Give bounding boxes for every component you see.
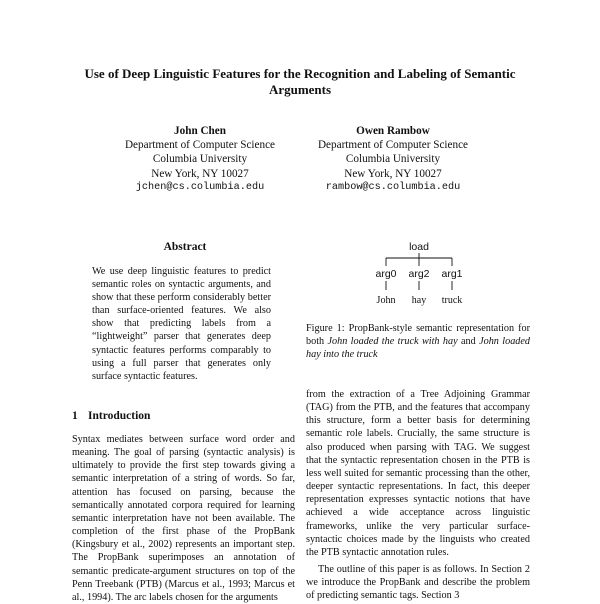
- author-dept: Department of Computer Science: [124, 139, 276, 152]
- author-name: John Chen: [174, 125, 226, 137]
- tree-leaf: John: [376, 295, 396, 306]
- abstract-heading: Abstract: [163, 241, 207, 253]
- author-univ: Columbia University: [152, 153, 248, 166]
- figure-caption: [306, 322, 530, 361]
- abstract-text: We use deep linguistic features to predict semantic roles on syntactic arguments, and show that these perform considerably better than surface-oriented features. We also show that predicting labels from a “lightweight” parser that generates deep syntactic features performs comparably to using a full parser that generates only surface syntactic features.: [92, 266, 271, 382]
- tree-arg: arg1: [441, 268, 463, 280]
- tree-arg: arg2: [408, 268, 430, 280]
- author-city: New York, NY 10027: [344, 167, 442, 180]
- paper-title: Use of Deep Linguistic Features for the Recognition and Labeling of Semantic Arguments: [84, 66, 516, 97]
- right-column: [306, 388, 530, 603]
- paragraph: from the extraction of a Tree Adjoining Grammar (TAG) from the PTB, and the features that accompany this structure, form a better basis for determining semantic role labels. Crucially, the same structure is also produced when parsing with TAG. We suggest that the syntactic representation chosen in the PTB is less well suited for semantic processing than the other, deeper syntactic representations. In fact, this deeper representation expresses syntactic notions that have achieved a wide acceptance across linguistic frameworks, unlike the very particular surface-syntactic choices made by the linguists who created the PTB syntactic annotation rules.: [306, 389, 530, 558]
- caption-and: and: [457, 336, 480, 348]
- section-title: Introduction: [88, 410, 151, 422]
- author-univ: Columbia University: [345, 153, 441, 166]
- tree-leaf: hay: [411, 295, 427, 306]
- author-1: [100, 124, 300, 195]
- intro-text: Syntax mediates between surface word order and meaning. The goal of parsing (syntactic analysis) is ultimately to provide the first step towards giving a semantic interpretation of a string of words. So far, attention has focused on parsing, because the semantically annotated corpora required for learning semantic interpretation have not been available. The completion of the first phase of the PropBank (Kingsbury et al., 2002) represents an important step. The PropBank superimposes an annotation of semantic predicate-argument structures on top of the Penn Treebank (PTB) (Marcus et al., 1993; Marcus et al., 1994). The arc labels chosen for the arguments: [72, 434, 295, 603]
- tree-root: load: [409, 241, 429, 253]
- author-email: jchen@cs.columbia.edu: [135, 181, 265, 193]
- author-email: rambow@cs.columbia.edu: [325, 181, 461, 193]
- caption-example-1: John loaded the truck with hay: [327, 336, 458, 348]
- caption-example-2: John loaded hay into the truck: [306, 336, 530, 361]
- caption-prefix: Figure 1: PropBank-style semantic representation for both: [306, 323, 530, 348]
- section-heading: [72, 410, 150, 422]
- tree-arg: arg0: [375, 268, 397, 280]
- paragraph: The outline of this paper is as follows. In Section 2 we introduce the PropBank and describe the problem of predicting semantic tags. Section 3: [306, 564, 530, 602]
- tree-diagram: [366, 238, 476, 316]
- author-2: [293, 124, 493, 195]
- author-dept: Department of Computer Science: [317, 139, 469, 152]
- figure-tree: [366, 238, 476, 316]
- section-number: 1: [72, 410, 78, 422]
- tree-leaf: truck: [441, 295, 463, 306]
- author-city: New York, NY 10027: [151, 167, 249, 180]
- author-name: Owen Rambow: [356, 125, 430, 137]
